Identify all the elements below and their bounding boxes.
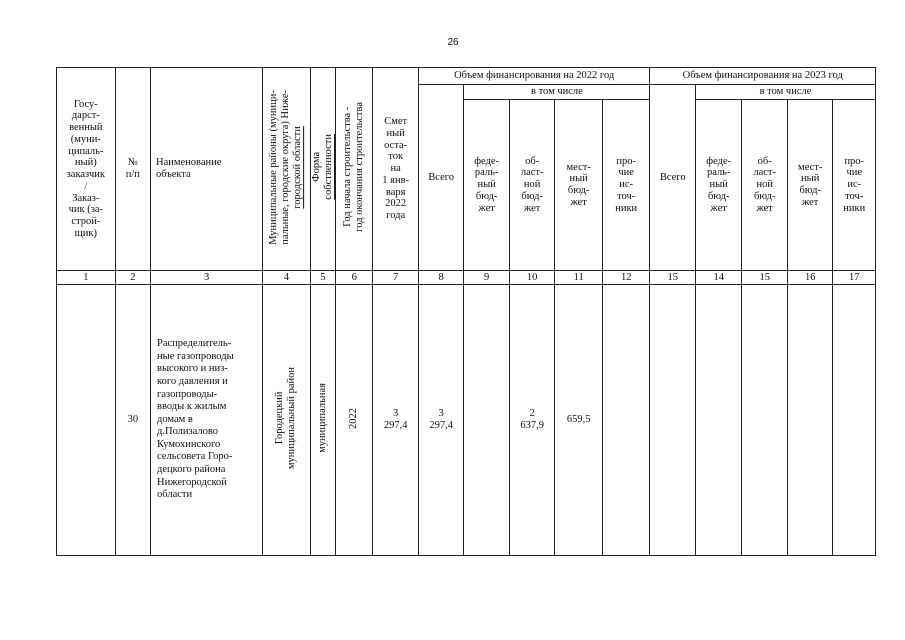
header-other-2022: про- чие ис- точ- ники [602,100,650,271]
header-local-2023: мест- ный бюд- жет [787,100,833,271]
column-number: 14 [695,271,742,285]
row-customer [57,285,116,556]
row-local-2022: 659,5 [555,285,603,556]
column-number: 17 [833,271,876,285]
row-balance: 3 297,4 [373,285,419,556]
investment-table [56,67,876,556]
column-number: 2 [115,271,150,285]
column-number: 11 [555,271,603,285]
column-number: 10 [509,271,555,285]
header-ownership: Форма собственности [310,68,335,271]
header-including-2022: в том числе [464,85,650,100]
header-funding-2022: Объем финансирования на 2022 год [418,68,650,85]
header-funding-2023: Объем финансирования на 2023 год [650,68,876,85]
column-number: 1 [57,271,116,285]
table-row [57,285,876,556]
header-federal-2022: феде- раль- ный бюд- жет [464,100,510,271]
header-total-2023: Всего [650,85,696,271]
column-number: 4 [263,271,311,285]
row-other-2023 [833,285,876,556]
row-federal-2022 [464,285,510,556]
row-ownership: муниципальная [310,285,335,556]
column-number: 15 [742,271,788,285]
header-federal-2023: феде- раль- ный бюд- жет [695,100,742,271]
row-total-2022: 3 297,4 [418,285,464,556]
row-regional-2023 [742,285,788,556]
header-number: № п/п [115,68,150,271]
header-total-2022: Всего [418,85,464,271]
header-local-2022: мест- ный бюд- жет [555,100,603,271]
column-number: 5 [310,271,335,285]
column-number: 6 [336,271,373,285]
row-total-2023 [650,285,696,556]
header-estimated-balance: Смет ный оста- ток на 1 янв- варя 2022 года [373,68,419,271]
header-construction-years: Год начала строительства - год окончания строительства [336,68,373,271]
row-district: Городецкий муниципальный район [263,285,311,556]
row-local-2023 [787,285,833,556]
column-number: 15 [650,271,696,285]
row-federal-2023 [695,285,742,556]
column-number: 9 [464,271,510,285]
header-regional-2022: об- ласт- ной бюд- жет [509,100,555,271]
column-number: 7 [373,271,419,285]
page-number: 26 [447,37,459,48]
column-number: 3 [151,271,263,285]
column-number: 8 [418,271,464,285]
row-years: 2022 [336,285,373,556]
row-other-2022 [602,285,650,556]
header-regional-2023: об- ласт- ной бюд- жет [742,100,788,271]
column-number: 16 [787,271,833,285]
header-object-name: Наименование объекта [151,68,263,271]
row-regional-2022: 2 637,9 [509,285,555,556]
column-number: 12 [602,271,650,285]
header-including-2023: в том числе [695,85,875,100]
row-object-name: Распределитель- ные газопроводы высокого и низ- кого давления и газопроводы- вводы к жилым домам в д.Полизалово Кумохинского сельсовета Горо- децкого района Нижегородской области [151,285,263,556]
row-number: 30 [115,285,150,556]
header-customer: Госу- дарст- венный (муни- ципаль- ный) заказчик / Заказ- чик (за- строй- щик) [57,68,116,271]
header-other-2023: про- чие ис- точ- ники [833,100,876,271]
column-number-row [57,271,876,285]
header-districts: Муниципальные районы (муници- пальные, городские округа) Ниже- городской области [263,68,311,271]
